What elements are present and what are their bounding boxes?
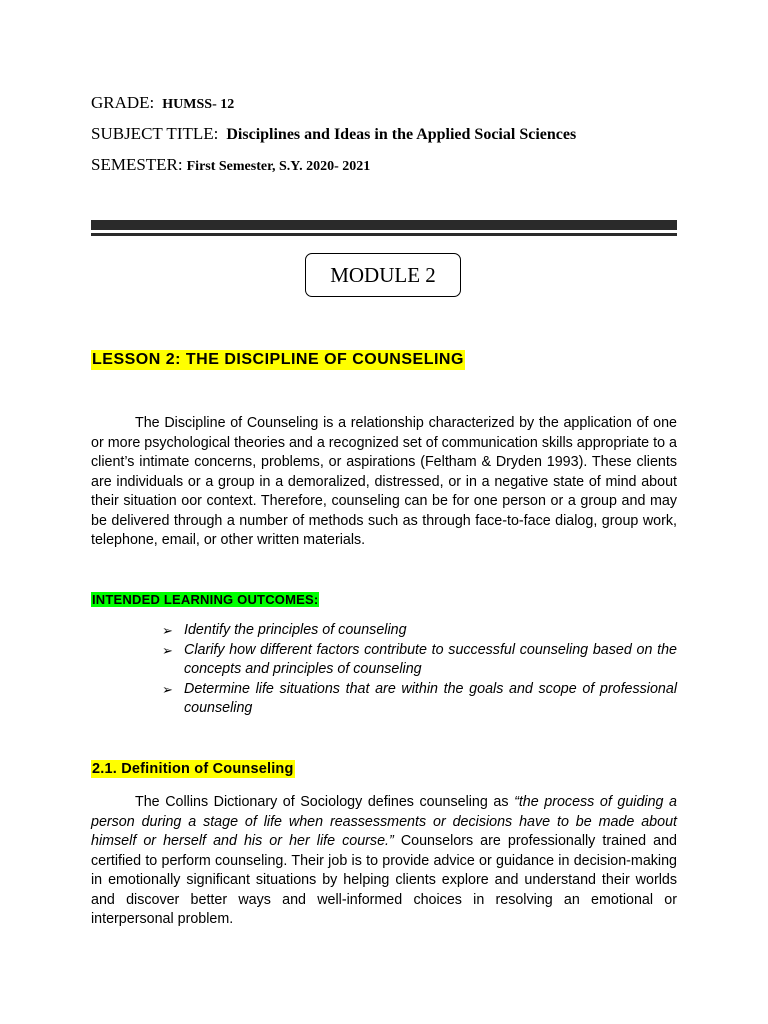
learning-outcomes-heading: INTENDED LEARNING OUTCOMES: bbox=[92, 592, 319, 607]
semester-value: First Semester, S.Y. 2020- 2021 bbox=[186, 159, 371, 174]
list-item bbox=[162, 621, 677, 641]
grade-line bbox=[91, 93, 234, 113]
module-title-box bbox=[305, 253, 461, 297]
section-heading: 2.1. Definition of Counseling bbox=[92, 761, 294, 777]
module-title: MODULE 2 bbox=[330, 262, 436, 287]
list-item bbox=[162, 680, 677, 719]
list-item bbox=[162, 641, 677, 680]
arrowhead-bullet-icon: ➢ bbox=[162, 623, 173, 638]
subject-value: Disciplines and Ideas in the Applied Social Sciences bbox=[226, 126, 577, 143]
subject-line bbox=[91, 124, 576, 144]
grade-label: GRADE: bbox=[91, 93, 155, 112]
list-item-text: Clarify how different factors contribute to successful counseling based on the concepts and principles of counseling bbox=[184, 641, 677, 677]
subject-label: SUBJECT TITLE: bbox=[91, 124, 219, 143]
list-item-text: Identify the principles of counseling bbox=[184, 622, 407, 638]
header-divider-thick bbox=[91, 220, 677, 230]
learning-outcomes-list bbox=[162, 621, 677, 719]
semester-label: SEMESTER: bbox=[91, 155, 183, 174]
semester-line bbox=[91, 155, 370, 175]
definition-rest-text: Counselors are professionally trained and certified to perform counseling. Their job is to provide advice or guidance in decision-making in emotionally significant situations by helping clients explore and understand their worlds and discover better ways and well-informed choices in resolving an emotional or interpersonal problem. bbox=[91, 833, 677, 927]
intro-paragraph bbox=[91, 414, 677, 551]
header-divider-thin bbox=[91, 233, 677, 236]
arrowhead-bullet-icon: ➢ bbox=[162, 642, 173, 658]
definition-quote: “the process of guiding a person during a stage of life when reassessments or decisions have to be made about himself or herself and his or her life course.” bbox=[91, 794, 677, 849]
definition-lead-text: The Collins Dictionary of Sociology defines counseling as bbox=[135, 794, 515, 810]
lesson-heading: LESSON 2: THE DISCIPLINE OF COUNSELING bbox=[92, 351, 464, 368]
grade-value: HUMSS- 12 bbox=[162, 97, 235, 112]
intro-paragraph-text: The Discipline of Counseling is a relationship characterized by the application of one or more psychological theories and a recognized set of communication skills appropriate to a client’s intimate concerns, problems, or aspirations (Feltham & Dryden 1993). These clients are individuals or a group in a demoralized, distressed, or in a negative state of mind about their situation oor context. Therefore, counseling can be for one person or a group and may be delivered through a number of methods such as through face-to-face dialog, group work, telephone, email, or other written materials. bbox=[91, 415, 677, 548]
definition-paragraph bbox=[91, 793, 677, 930]
arrowhead-bullet-icon: ➢ bbox=[162, 681, 173, 697]
list-item-text: Determine life situations that are within the goals and scope of professional counseling bbox=[184, 680, 677, 716]
